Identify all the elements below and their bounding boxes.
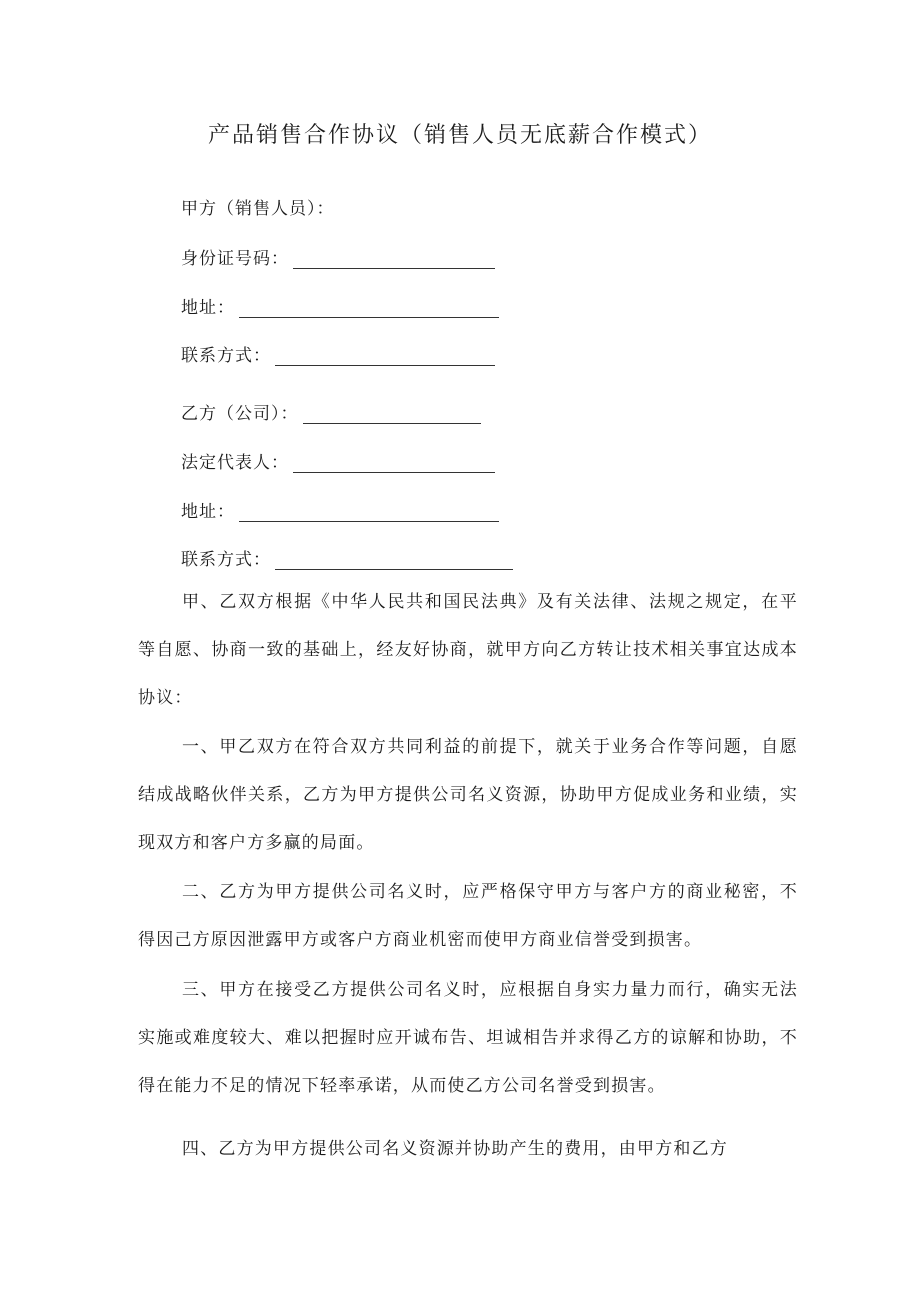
party-b-heading-field xyxy=(181,399,481,424)
party-b-heading-label: 乙方（公司）： xyxy=(181,404,299,424)
paragraph-preamble: 甲、乙双方根据《中华人民共和国民法典》及有关法律、法规之规定，在平等自愿、协商一致的基础上，经友好协商，就甲方向乙方转让技术相关事宜达成本协议： xyxy=(138,592,798,708)
party-a-id-label: 身份证号码： xyxy=(181,249,289,269)
party-a-id-field xyxy=(181,244,495,269)
party-b-name-blank[interactable] xyxy=(303,405,481,424)
party-a-heading-label: 甲方（销售人员）： xyxy=(181,199,335,219)
party-a-heading xyxy=(181,194,335,219)
party-a-address-blank[interactable] xyxy=(239,299,499,318)
party-b-address-field xyxy=(181,497,499,522)
party-a-address-field xyxy=(181,293,499,318)
party-b-address-label: 地址： xyxy=(181,502,235,522)
paragraph-clause-1: 一、甲乙双方在符合双方共同利益的前提下，就关于业务合作等问题，自愿结成战略伙伴关系，乙方为甲方提供公司名义资源，协助甲方促成业务和业绩，实现双方和客户方多赢的局面。 xyxy=(138,737,798,853)
party-b-contact-field xyxy=(181,545,513,570)
party-a-address-label: 地址： xyxy=(181,298,235,318)
paragraph-clause-2: 二、乙方为甲方提供公司名义时，应严格保守甲方与客户方的商业秘密，不得因己方原因泄露甲方或客户方商业机密而使甲方商业信誉受到损害。 xyxy=(138,882,798,950)
party-b-contact-label: 联系方式： xyxy=(181,550,271,570)
party-b-rep-field xyxy=(181,448,495,473)
party-b-rep-blank[interactable] xyxy=(293,454,495,473)
document-title: 产品销售合作协议（销售人员无底薪合作模式） xyxy=(207,123,712,148)
party-a-contact-blank[interactable] xyxy=(275,347,495,366)
party-a-id-blank[interactable] xyxy=(293,250,495,269)
party-b-rep-label: 法定代表人： xyxy=(181,453,289,473)
party-b-contact-blank[interactable] xyxy=(275,551,513,570)
party-a-contact-label: 联系方式： xyxy=(181,346,271,366)
paragraph-clause-4: 四、乙方为甲方提供公司名义资源并协助产生的费用，由甲方和乙方 xyxy=(182,1139,728,1159)
party-b-address-blank[interactable] xyxy=(239,503,499,522)
paragraph-clause-3: 三、甲方在接受乙方提供公司名义时，应根据自身实力量力而行，确实无法实施或难度较大、难以把握时应开诚布告、坦诚相告并求得乙方的谅解和协助，不得在能力不足的情况下轻率承诺，从而使乙方公司名誉受到损害。 xyxy=(138,980,798,1096)
party-a-contact-field xyxy=(181,341,495,366)
